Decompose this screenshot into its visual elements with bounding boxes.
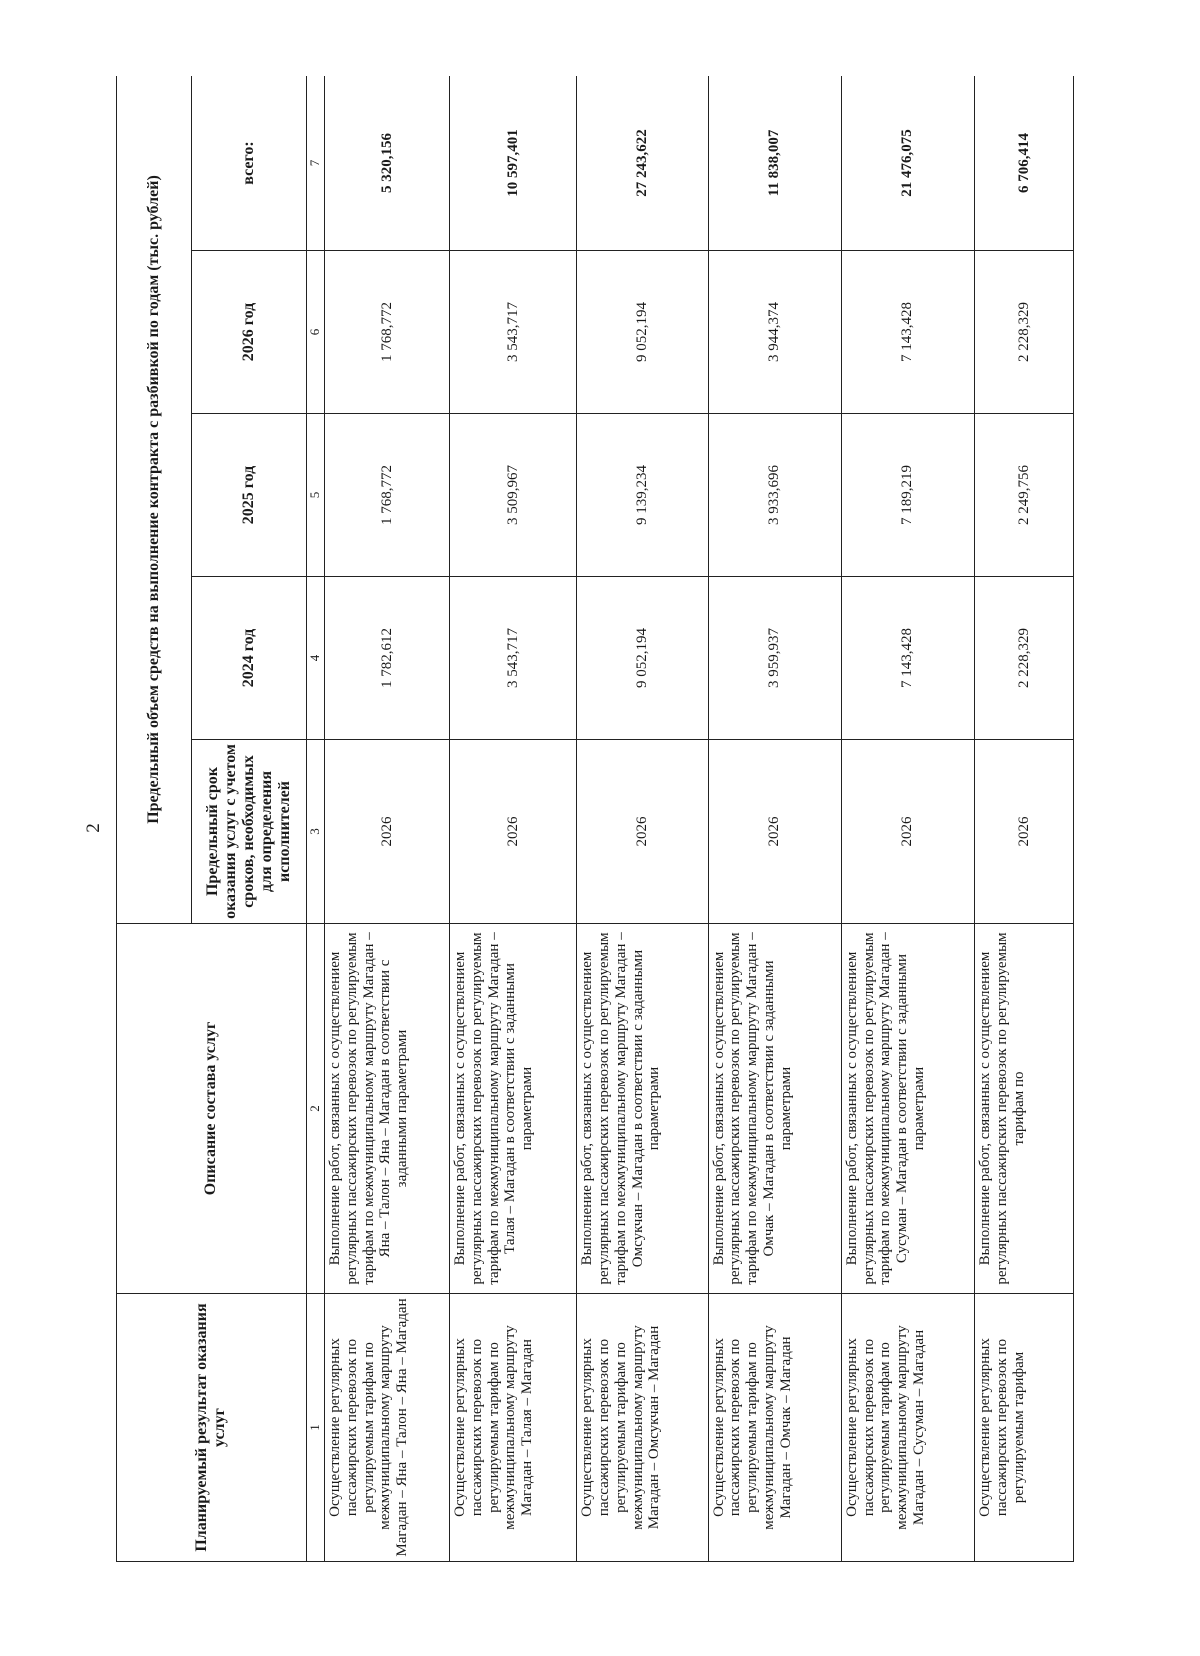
term-cell: 2026 xyxy=(577,740,708,924)
table-row xyxy=(708,76,841,1562)
total-cell: 6 706,414 xyxy=(975,76,1074,251)
planned-result-cell: Осуществление регулярных пассажирских перевозок по регулируемым тарифам по межмуниципальному маршруту Магадан – Яна – Талон – Яна – Магадан xyxy=(324,1294,449,1562)
amount-2024-cell: 7 143,428 xyxy=(841,577,974,740)
amount-2026-cell: 2 228,329 xyxy=(975,251,1074,414)
planned-result-cell: Осуществление регулярных пассажирских перевозок по регулируемым тарифам по межмуниципальному маршруту Магадан – Омчак – Магадан xyxy=(708,1294,841,1562)
term-cell: 2026 xyxy=(708,740,841,924)
column-number: 7 xyxy=(306,76,324,251)
amount-2026-cell: 9 052,194 xyxy=(577,251,708,414)
service-description-cell: Выполнение работ, связанных с осуществлением регулярных пассажирских перевозок по регулируемым тарифам по межмуниципальному маршруту Магадан – Яна – Талон – Яна – Магадан в соответствии с заданными параметрами xyxy=(324,924,449,1294)
table-row xyxy=(841,76,974,1562)
header-total: всего: xyxy=(191,76,306,251)
term-cell: 2026 xyxy=(450,740,577,924)
column-number: 4 xyxy=(306,577,324,740)
table-row xyxy=(450,76,577,1562)
amount-2026-cell: 3 944,374 xyxy=(708,251,841,414)
amount-2025-cell: 3 933,696 xyxy=(708,414,841,577)
header-year-2026: 2026 год xyxy=(191,251,306,414)
column-number: 5 xyxy=(306,414,324,577)
service-description-cell: Выполнение работ, связанных с осуществлением регулярных пассажирских перевозок по регулируемым тарифам по межмуниципальному маршруту Магадан – Омчак – Магадан в соответствии с заданными параметрами xyxy=(708,924,841,1294)
amount-2025-cell: 9 139,234 xyxy=(577,414,708,577)
header-row-1 xyxy=(117,76,192,1562)
amount-2024-cell: 2 228,329 xyxy=(975,577,1074,740)
table-row xyxy=(324,76,449,1562)
amount-2025-cell: 7 189,219 xyxy=(841,414,974,577)
amount-2025-cell: 3 509,967 xyxy=(450,414,577,577)
amount-2025-cell: 1 768,772 xyxy=(324,414,449,577)
total-cell: 11 838,007 xyxy=(708,76,841,251)
page-number: 2 xyxy=(83,823,104,833)
total-cell: 21 476,075 xyxy=(841,76,974,251)
planned-result-cell: Осуществление регулярных пассажирских перевозок по регулируемым тарифам по межмуниципальному маршруту Магадан – Сусуман – Магадан xyxy=(841,1294,974,1562)
term-cell: 2026 xyxy=(324,740,449,924)
header-funding-group: Предельный объем средств на выполнение контракта с разбивкой по годам (тыс. рублей) xyxy=(117,76,192,924)
service-description-cell: Выполнение работ, связанных с осуществлением регулярных пассажирских перевозок по регулируемым тарифам по межмуниципальному маршруту Магадан – Талая – Магадан в соответствии с заданными параметрами xyxy=(450,924,577,1294)
amount-2024-cell: 3 543,717 xyxy=(450,577,577,740)
amount-2026-cell: 7 143,428 xyxy=(841,251,974,414)
service-description-cell: Выполнение работ, связанных с осуществлением регулярных пассажирских перевозок по регулируемым тарифам по xyxy=(975,924,1074,1294)
planned-result-cell: Осуществление регулярных пассажирских перевозок по регулируемым тарифам по межмуниципальному маршруту Магадан – Талая – Магадан xyxy=(450,1294,577,1562)
total-cell: 10 597,401 xyxy=(450,76,577,251)
amount-2024-cell: 9 052,194 xyxy=(577,577,708,740)
header-term: Предельный срок оказания услуг с учетом сроков, необходимых для определения исполнителей xyxy=(191,740,306,924)
column-number: 6 xyxy=(306,251,324,414)
column-number-row xyxy=(306,76,324,1562)
contract-funding-table xyxy=(116,76,1074,1562)
total-cell: 5 320,156 xyxy=(324,76,449,251)
service-description-cell: Выполнение работ, связанных с осуществлением регулярных пассажирских перевозок по регулируемым тарифам по межмуниципальному маршруту Магадан – Сусуман – Магадан в соответствии с заданными параметрами xyxy=(841,924,974,1294)
amount-2024-cell: 3 959,937 xyxy=(708,577,841,740)
header-planned-result: Планируемый результат оказания услуг xyxy=(117,1294,307,1562)
service-description-cell: Выполнение работ, связанных с осуществлением регулярных пассажирских перевозок по регулируемым тарифам по межмуниципальному маршруту Магадан – Омсукчан – Магадан в соответствии с заданными параметрами xyxy=(577,924,708,1294)
amount-2025-cell: 2 249,756 xyxy=(975,414,1074,577)
header-year-2025: 2025 год xyxy=(191,414,306,577)
term-cell: 2026 xyxy=(841,740,974,924)
planned-result-cell: Осуществление регулярных пассажирских перевозок по регулируемым тарифам xyxy=(975,1294,1074,1562)
amount-2024-cell: 1 782,612 xyxy=(324,577,449,740)
rotated-table-wrapper xyxy=(116,76,1074,1562)
header-service-description: Описание состава услуг xyxy=(117,924,307,1294)
amount-2026-cell: 3 543,717 xyxy=(450,251,577,414)
table-row xyxy=(577,76,708,1562)
rotated-page-stage xyxy=(116,76,1074,1562)
header-year-2024: 2024 год xyxy=(191,577,306,740)
total-cell: 27 243,622 xyxy=(577,76,708,251)
column-number: 1 xyxy=(306,1294,324,1562)
column-number: 3 xyxy=(306,740,324,924)
term-cell: 2026 xyxy=(975,740,1074,924)
column-number: 2 xyxy=(306,924,324,1294)
table-row xyxy=(975,76,1074,1562)
amount-2026-cell: 1 768,772 xyxy=(324,251,449,414)
planned-result-cell: Осуществление регулярных пассажирских перевозок по регулируемым тарифам по межмуниципальному маршруту Магадан – Омсукчан – Магадан xyxy=(577,1294,708,1562)
